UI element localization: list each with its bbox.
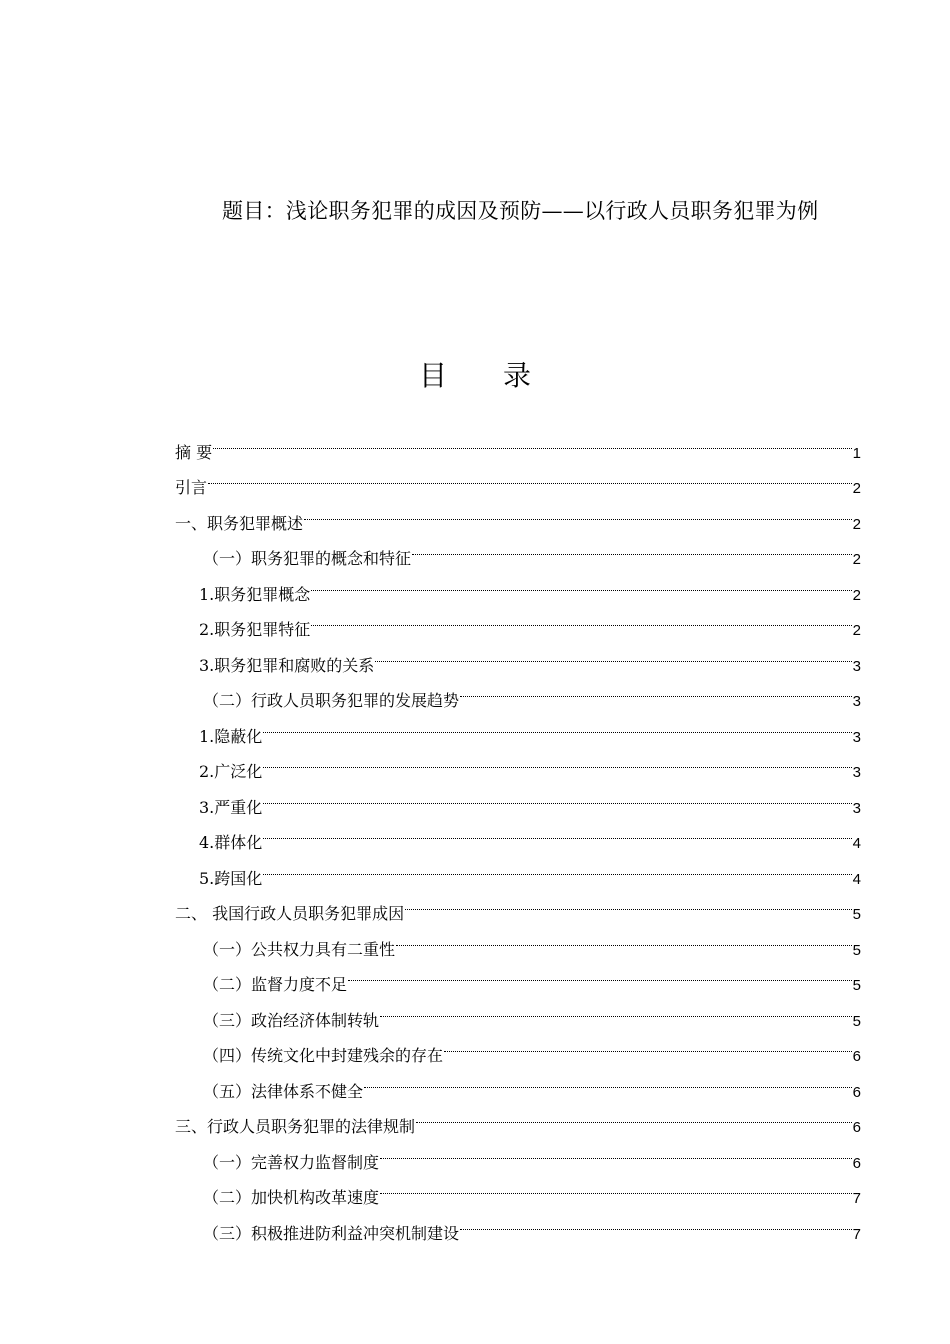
toc-entry-page-number: 2 xyxy=(852,480,861,497)
toc-entry-label: 1.职务犯罪概念 xyxy=(199,584,311,604)
toc-entry-label: 2.职务犯罪特征 xyxy=(199,620,311,639)
toc-entry-page-number: 3 xyxy=(852,799,861,817)
toc-entry-label: 3.职务犯罪和腐败的关系 xyxy=(199,655,375,675)
toc-entry-page-number: 3 xyxy=(852,764,861,781)
toc-entry-page-number: 5 xyxy=(852,941,861,959)
toc-entry-page-number: 2 xyxy=(852,622,861,639)
toc-entry-page-number: 2 xyxy=(852,515,861,533)
toc-entry-page-number: 5 xyxy=(852,1012,861,1030)
toc-dot-leader xyxy=(412,529,852,565)
toc-dot-leader xyxy=(263,813,851,849)
toc-heading-char: 录 xyxy=(503,359,532,392)
toc-entry-page-number: 3 xyxy=(852,728,861,746)
toc-entry-label: （二）行政人员职务犯罪的发展趋势 xyxy=(203,691,460,710)
toc-dot-leader xyxy=(375,635,851,671)
toc-entry-label: （二）监督力度不足 xyxy=(203,975,348,994)
toc-entry-label: （五）法律体系不健全 xyxy=(203,1081,364,1101)
toc-entry-label: 二、 我国行政人员职务犯罪成因 xyxy=(175,904,405,923)
toc-entry-label: （一）公共权力具有二重性 xyxy=(203,939,396,959)
toc-entry[interactable] xyxy=(175,458,861,497)
toc-dot-leader xyxy=(263,848,851,884)
toc-heading xyxy=(0,356,950,396)
toc-entry-page-number: 5 xyxy=(852,906,861,923)
table-of-contents xyxy=(175,422,861,1243)
toc-entry-page-number: 4 xyxy=(852,835,861,852)
toc-entry-page-number: 7 xyxy=(852,1225,861,1243)
toc-dot-leader xyxy=(304,493,852,529)
toc-dot-leader xyxy=(311,564,851,600)
document-title: 题目：浅论职务犯罪的成因及预防——以行政人员职务犯罪为例 xyxy=(222,199,819,223)
toc-entry-page-number: 2 xyxy=(852,586,861,604)
toc-dot-leader xyxy=(213,422,852,458)
toc-entry-page-number: 7 xyxy=(852,1190,861,1207)
toc-dot-leader xyxy=(263,777,851,813)
toc-entry-label: 3.严重化 xyxy=(199,797,263,817)
toc-entry[interactable] xyxy=(175,422,861,462)
toc-dot-leader xyxy=(380,1168,852,1204)
toc-dot-leader xyxy=(380,1132,852,1168)
toc-dot-leader xyxy=(364,1061,852,1097)
toc-entry-page-number: 6 xyxy=(852,1119,861,1136)
toc-entry[interactable] xyxy=(175,848,861,888)
toc-dot-leader xyxy=(444,1026,852,1062)
toc-dot-leader xyxy=(348,955,852,991)
toc-entry-page-number: 5 xyxy=(852,977,861,994)
toc-heading-char: 目 xyxy=(418,359,447,392)
toc-entry-label: （二）加快机构改革速度 xyxy=(203,1188,380,1207)
toc-entry-page-number: 6 xyxy=(852,1083,861,1101)
toc-entry-label: 2.广泛化 xyxy=(199,762,263,781)
toc-entry-label: 1.隐蔽化 xyxy=(199,726,263,746)
toc-dot-leader xyxy=(416,1097,852,1133)
toc-entry[interactable] xyxy=(175,742,861,781)
toc-dot-leader xyxy=(380,990,852,1026)
toc-dot-leader xyxy=(405,884,852,920)
toc-entry-page-number: 3 xyxy=(852,693,861,710)
toc-dot-leader xyxy=(460,671,852,707)
toc-dot-leader xyxy=(263,706,851,742)
toc-entry-page-number: 3 xyxy=(852,657,861,675)
toc-entry-label: （四）传统文化中封建残余的存在 xyxy=(203,1046,444,1065)
toc-entry-label: 4.群体化 xyxy=(199,833,263,852)
toc-entry-label: 三、行政人员职务犯罪的法律规制 xyxy=(175,1117,416,1136)
toc-entry[interactable] xyxy=(175,706,861,746)
toc-dot-leader xyxy=(263,742,851,778)
toc-entry-label: 5.跨国化 xyxy=(199,868,263,888)
toc-entry-label: 一、职务犯罪概述 xyxy=(175,513,304,533)
toc-entry-label: （三）积极推进防利益冲突机制建设 xyxy=(203,1223,460,1243)
toc-dot-leader xyxy=(311,600,851,636)
toc-entry[interactable] xyxy=(175,813,861,852)
toc-entry[interactable] xyxy=(175,493,861,533)
toc-entry-page-number: 4 xyxy=(852,870,861,888)
toc-dot-leader xyxy=(460,1203,852,1239)
toc-entry-page-number: 1 xyxy=(852,444,861,462)
toc-entry-page-number: 6 xyxy=(852,1154,861,1172)
toc-entry-label: 引言 xyxy=(175,478,208,497)
toc-dot-leader xyxy=(396,919,852,955)
toc-dot-leader xyxy=(208,458,852,494)
toc-entry-label: 摘 要 xyxy=(175,442,213,462)
toc-entry-label: （三）政治经济体制转轨 xyxy=(203,1010,380,1030)
toc-entry-page-number: 6 xyxy=(852,1048,861,1065)
toc-entry-label: （一）职务犯罪的概念和特征 xyxy=(203,549,412,568)
toc-entry[interactable] xyxy=(175,777,861,817)
toc-entry[interactable] xyxy=(175,884,861,923)
toc-entry-label: （一）完善权力监督制度 xyxy=(203,1152,380,1172)
toc-entry-page-number: 2 xyxy=(852,551,861,568)
